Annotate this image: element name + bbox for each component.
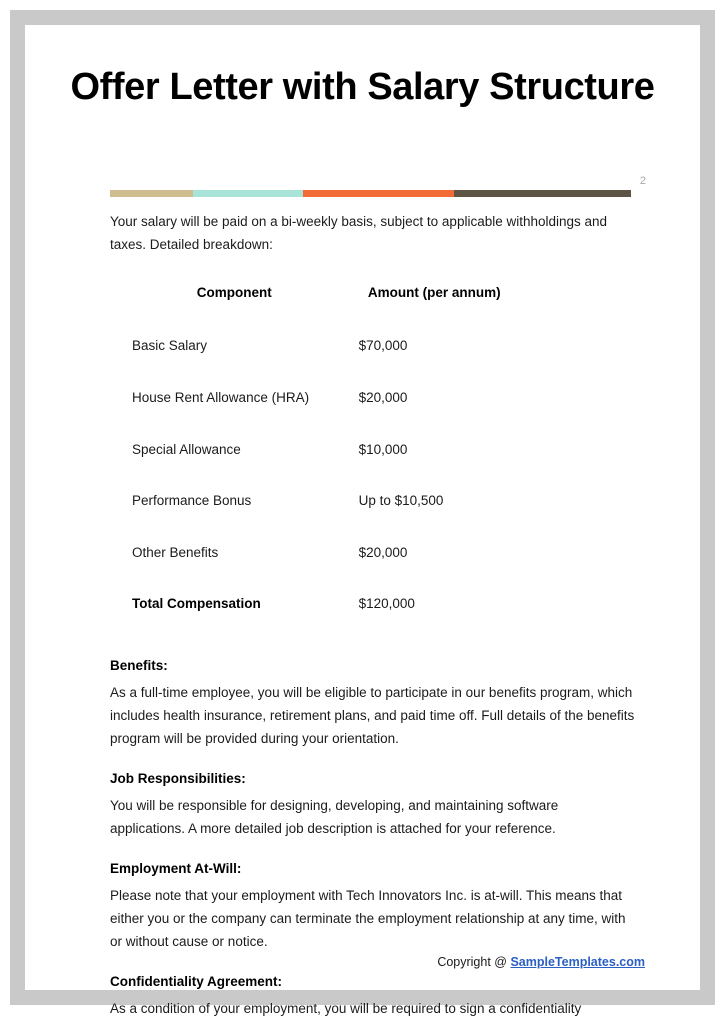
document-page: [25, 25, 700, 1017]
table-header-component: Component: [196, 285, 272, 301]
section-body: You will be responsible for designing, developing, and maintaining software applications. A more detailed job description is attached for your reference.: [110, 797, 559, 836]
table-row: [110, 327, 510, 379]
section-heading: Job Responsibilities:: [110, 771, 246, 787]
table-cell-component: Special Allowance: [132, 441, 241, 457]
table-row: [110, 431, 510, 483]
section-heading: Confidentiality Agreement:: [110, 974, 283, 990]
page-number: 2: [639, 175, 646, 187]
section-heading: Employment At-Will:: [110, 861, 242, 877]
document-section: [110, 768, 635, 840]
document-section: [110, 971, 635, 1020]
section-body: As a condition of your employment, you will be required to sign a confidentiality: [110, 1001, 582, 1017]
section-body: Please note that your employment with Tech Innovators Inc. is at-will. This means that either you or the company can terminate the employment relationship at any time, with or without cause or notice.: [110, 887, 626, 950]
salary-table-body: [110, 327, 510, 637]
table-row: [110, 482, 510, 534]
table-cell-amount: $70,000: [358, 338, 408, 354]
table-cell-component: Other Benefits: [132, 544, 219, 560]
document-section: [110, 655, 635, 750]
table-cell-component: House Rent Allowance (HRA): [132, 389, 310, 405]
table-cell-component: Basic Salary: [132, 338, 208, 354]
section-heading: Benefits:: [110, 657, 168, 673]
salary-structure-table: [110, 282, 510, 637]
aqua-segment: [193, 190, 302, 197]
table-cell-component: Performance Bonus: [132, 493, 252, 509]
dark-brown-segment: [454, 190, 631, 197]
table-cell-amount: Up to $10,500: [358, 493, 444, 509]
table-row: [110, 585, 510, 637]
copyright-text: Copyright @: [437, 955, 511, 969]
table-cell-amount: $20,000: [358, 389, 408, 405]
table-cell-amount: $10,000: [358, 441, 408, 457]
sample-templates-link[interactable]: SampleTemplates.com: [510, 955, 645, 969]
intro-paragraph: Your salary will be paid on a bi-weekly basis, subject to applicable withholdings and taxes. Detailed breakdown:: [110, 214, 608, 253]
document-section: [110, 858, 635, 953]
table-cell-component: Total Compensation: [132, 596, 261, 612]
table-header-row: [110, 282, 510, 327]
table-row: [110, 534, 510, 586]
table-cell-amount: $20,000: [358, 544, 408, 560]
document-frame: [10, 10, 715, 1017]
page-title: Offer Letter with Salary Structure: [70, 66, 655, 108]
khaki-segment: [110, 190, 193, 197]
table-cell-amount: $120,000: [358, 596, 415, 612]
document-content: [110, 210, 635, 1020]
decorative-color-bar: [110, 190, 631, 197]
table-row: [110, 379, 510, 431]
table-header-amount: Amount (per annum): [367, 285, 501, 301]
section-body: As a full-time employee, you will be eligible to participate in our benefits program, which includes health insurance, retirement plans, and paid time off. Full details of the benefits program will be provided during your orientation.: [110, 684, 635, 746]
page-footer: [25, 955, 700, 969]
salary-table-head: [110, 282, 510, 327]
orange-segment: [303, 190, 454, 197]
